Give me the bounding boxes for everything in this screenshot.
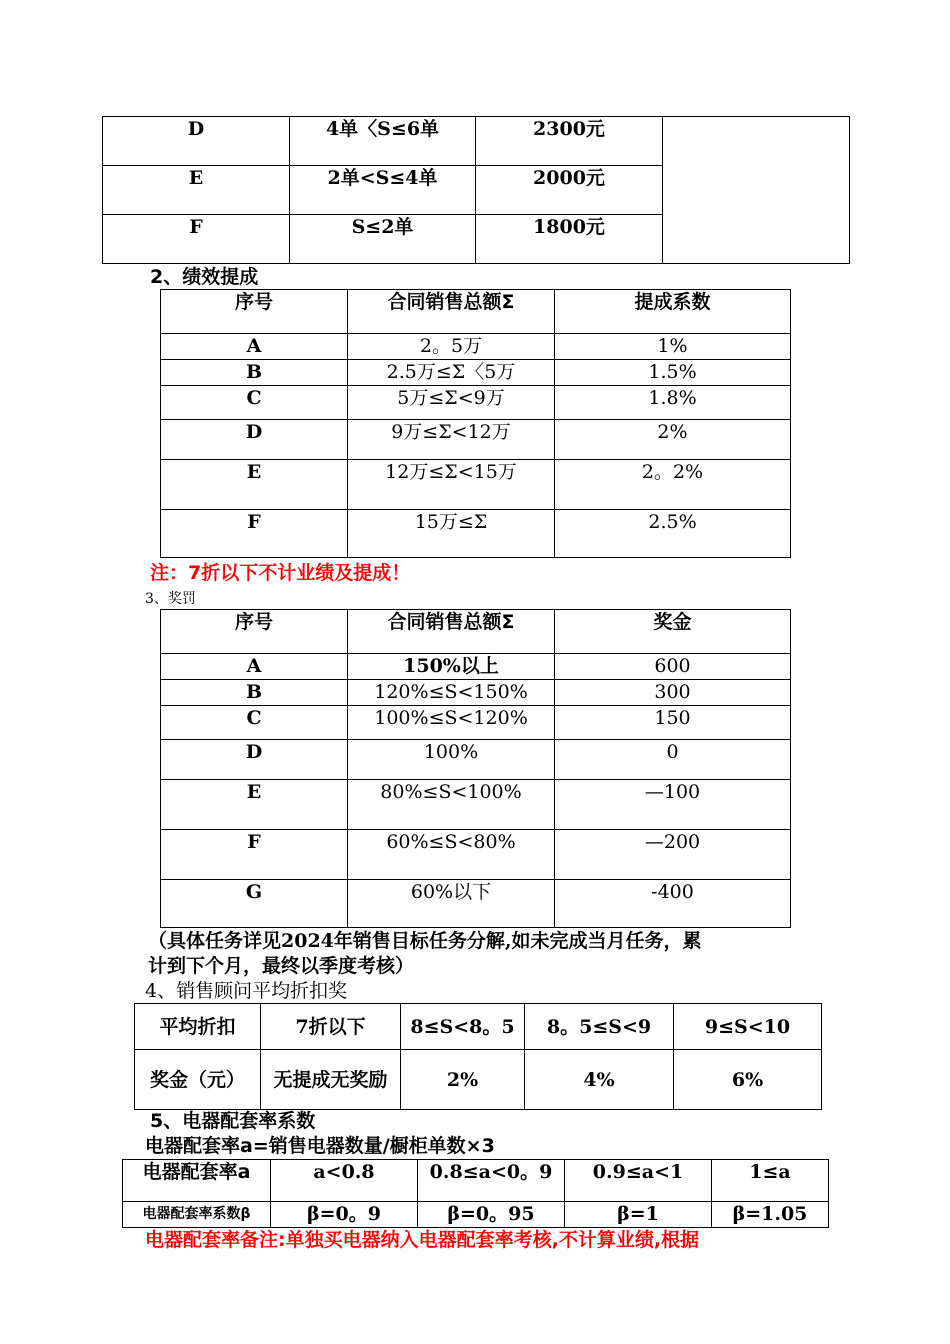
grade-cell: A [161, 654, 348, 680]
section3-title: 3、奖罚 [145, 591, 196, 607]
rate-range-cell: 0.9≤a<1 [565, 1160, 712, 1202]
row-header: 电器配套率系数β [123, 1202, 271, 1228]
bonus-cell: 4% [525, 1050, 674, 1110]
rate-cell: 1% [555, 334, 791, 360]
discount-range-cell: 8。5≤S<9 [525, 1004, 674, 1050]
table-row [161, 334, 791, 360]
col-header: 合同销售总额Σ [348, 610, 555, 654]
rate-cell: 1.8% [555, 386, 791, 420]
rate-cell: 2% [555, 420, 791, 460]
table-row [161, 740, 791, 780]
grade-cell: B [161, 680, 348, 706]
table-row [161, 420, 791, 460]
coefficient-cell: β=1.05 [712, 1202, 829, 1228]
commission-table [160, 289, 791, 558]
grade-cell: E [103, 166, 290, 215]
row-header: 平均折扣 [135, 1004, 261, 1050]
table-row [161, 460, 791, 510]
table-row [123, 1202, 829, 1228]
table-row [123, 1160, 829, 1202]
merged-empty-cell [663, 117, 850, 264]
amount-cell: 2000元 [476, 166, 663, 215]
rate-range-cell: a<0.8 [271, 1160, 418, 1202]
rate-cell: 2.5% [555, 510, 791, 558]
commission-note: 注：7折以下不计业绩及提成！ [150, 562, 411, 584]
rate-range-cell: 1≤a [712, 1160, 829, 1202]
rate-cell: 2。2% [555, 460, 791, 510]
section4-title: 4、销售顾问平均折扣奖 [145, 980, 348, 1002]
range-cell: 60%≤S<80% [348, 830, 555, 880]
reward-table [160, 609, 791, 928]
amount-cell: 1800元 [476, 215, 663, 264]
range-cell: 2.5万≤Σ〈5万 [348, 360, 555, 386]
row-header: 电器配套率a [123, 1160, 271, 1202]
range-cell: 150%以上 [348, 654, 555, 680]
range-cell: 9万≤Σ<12万 [348, 420, 555, 460]
range-cell: 4单〈S≤6单 [290, 117, 476, 166]
bonus-cell: 0 [555, 740, 791, 780]
range-cell: 100%≤S<120% [348, 706, 555, 740]
range-cell: 120%≤S<150% [348, 680, 555, 706]
range-cell: 100% [348, 740, 555, 780]
coefficient-cell: β=1 [565, 1202, 712, 1228]
table-row [161, 510, 791, 558]
table-header-row [161, 290, 791, 334]
bonus-cell: 6% [674, 1050, 822, 1110]
section2-title: 2、绩效提成 [150, 266, 259, 288]
bonus-cell: 150 [555, 706, 791, 740]
col-header: 序号 [161, 610, 348, 654]
task-remark-line2: 计到下个月，最终以季度考核） [148, 955, 415, 977]
col-header: 序号 [161, 290, 348, 334]
bonus-cell: 600 [555, 654, 791, 680]
range-cell: 5万≤Σ<9万 [348, 386, 555, 420]
rate-range-cell: 0.8≤a<0。9 [418, 1160, 565, 1202]
col-header: 提成系数 [555, 290, 791, 334]
discount-range-cell: 8≤S<8。5 [401, 1004, 525, 1050]
grade-cell: F [103, 215, 290, 264]
task-remark-line1: （具体任务详见2024年销售目标任务分解,如未完成当月任务，累 [148, 930, 702, 952]
amount-cell: 2300元 [476, 117, 663, 166]
col-header: 奖金 [555, 610, 791, 654]
table-header-row [161, 610, 791, 654]
appliance-table [122, 1159, 829, 1228]
grade-table [102, 116, 850, 264]
range-cell: 80%≤S<100% [348, 780, 555, 830]
table-row [161, 654, 791, 680]
grade-cell: C [161, 706, 348, 740]
range-cell: 2单<S≤4单 [290, 166, 476, 215]
range-cell: 2。5万 [348, 334, 555, 360]
bonus-cell: —100 [555, 780, 791, 830]
table-row [161, 680, 791, 706]
discount-table [134, 1003, 822, 1110]
table-row [161, 780, 791, 830]
coefficient-cell: β=0。95 [418, 1202, 565, 1228]
grade-cell: F [161, 830, 348, 880]
appliance-formula: 电器配套率a=销售电器数量/橱柜单数×3 [145, 1135, 495, 1157]
grade-cell: D [161, 420, 348, 460]
grade-cell: D [103, 117, 290, 166]
grade-cell: E [161, 460, 348, 510]
range-cell: 60%以下 [348, 880, 555, 928]
col-header: 合同销售总额Σ [348, 290, 555, 334]
discount-range-cell: 9≤S<10 [674, 1004, 822, 1050]
table-row [161, 706, 791, 740]
table-row [161, 830, 791, 880]
grade-cell: G [161, 880, 348, 928]
bonus-cell: 300 [555, 680, 791, 706]
bonus-cell: —200 [555, 830, 791, 880]
range-cell: 15万≤Σ [348, 510, 555, 558]
rate-cell: 1.5% [555, 360, 791, 386]
grade-cell: D [161, 740, 348, 780]
section5-title: 5、电器配套率系数 [150, 1110, 316, 1132]
grade-cell: A [161, 334, 348, 360]
bonus-cell: -400 [555, 880, 791, 928]
grade-cell: F [161, 510, 348, 558]
grade-cell: E [161, 780, 348, 830]
table-row [161, 386, 791, 420]
table-row [135, 1004, 822, 1050]
discount-range-cell: 7折以下 [261, 1004, 401, 1050]
bonus-cell: 2% [401, 1050, 525, 1110]
grade-cell: C [161, 386, 348, 420]
coefficient-cell: β=0。9 [271, 1202, 418, 1228]
range-cell: 12万≤Σ<15万 [348, 460, 555, 510]
appliance-note: 电器配套率备注:单独买电器纳入电器配套率考核,不计算业绩,根据 [145, 1229, 700, 1251]
grade-cell: B [161, 360, 348, 386]
bonus-cell: 无提成无奖励 [261, 1050, 401, 1110]
range-cell: S≤2单 [290, 215, 476, 264]
table-row [135, 1050, 822, 1110]
table-row [161, 880, 791, 928]
row-header: 奖金（元） [135, 1050, 261, 1110]
table-row [161, 360, 791, 386]
table-row [103, 117, 850, 166]
